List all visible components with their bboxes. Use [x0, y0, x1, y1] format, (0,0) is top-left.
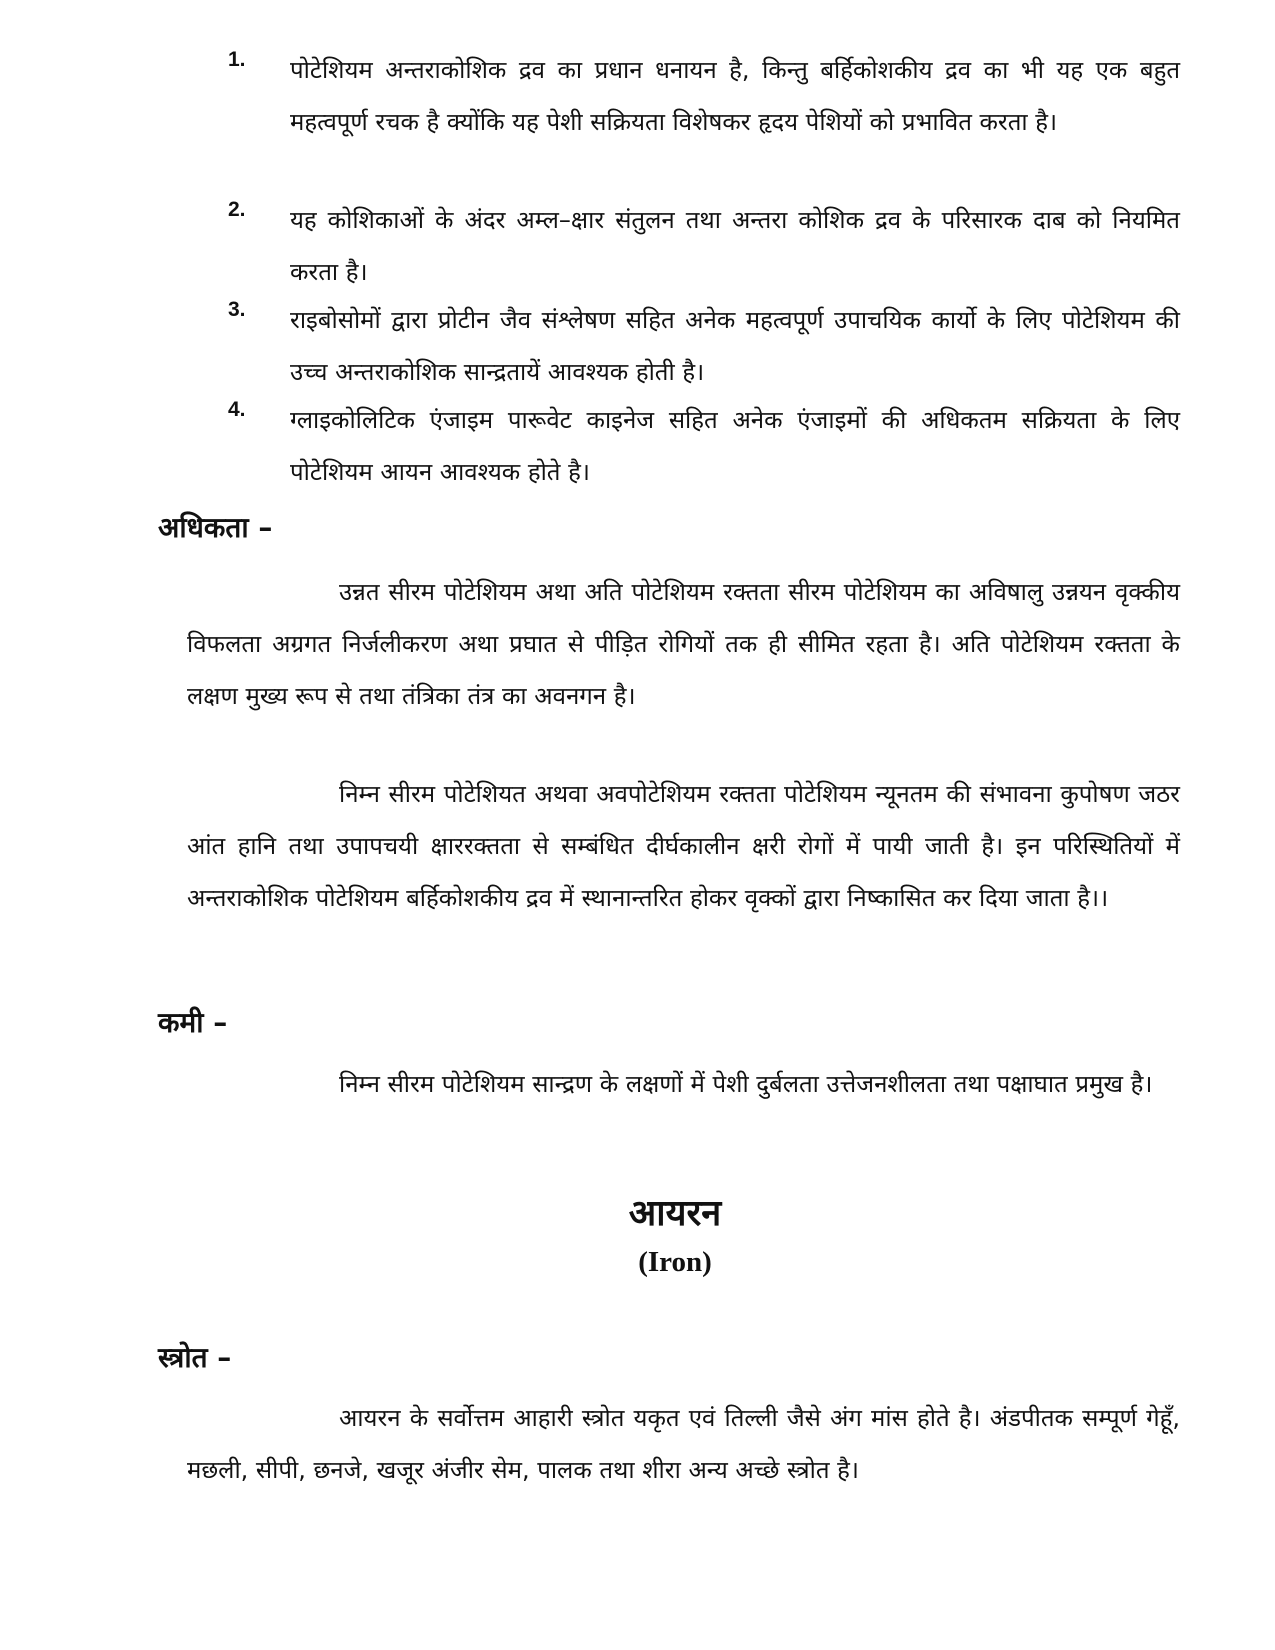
sources-paragraph: आयरन के सर्वोत्तम आहारी स्त्रोत यकृत एवं तिल्ली जैसे अंग मांस होते है। अंडपीतक सम्पूर्ण गेहूँ, मछली, सीपी, छनजे, खजूर अंजीर सेम, पालक तथा शीरा अन्य अच्छे स्त्रोत है। — [187, 1404, 1180, 1484]
iron-title-hindi: आयरन — [628, 1193, 722, 1234]
excess-paragraph-2: निम्न सीरम पोटेशियत अथवा अवपोटेशियम रक्तता पोटेशियम न्यूनतम की संभावना कुपोषण जठर आंत हानि तथा उपापचयी क्षाररक्तता से सम्बंधित दीर्घकालीन क्षरी रोगों में पायी जाती है। इन परिस्थितियों में अन्तराकोशिक पोटेशियम बर्हिकोशकीय द्रव में स्थानान्तरित होकर वृक्कों द्वारा निष्कासित कर दिया जाता है।। — [187, 780, 1180, 912]
section-heading-deficiency: कमी – — [158, 1006, 228, 1039]
section-heading-sources: स्त्रोत – — [158, 1341, 232, 1374]
list-number: 3. — [228, 298, 246, 321]
excess-paragraph-1: उन्नत सीरम पोटेशियम अथा अति पोटेशियम रक्तता सीरम पोटेशियम का अविषालु उन्नयन वृक्कीय विफलता अग्रगत निर्जलीकरण अथा प्रघात से पीड़ित रोगियों तक ही सीमित रहता है। अति पोटेशियम रक्तता के लक्षण मुख्य रूप से तथा तंत्रिका तंत्र का अवनगन है। — [187, 578, 1180, 710]
list-number: 2. — [228, 198, 246, 221]
iron-title-english: (Iron) — [638, 1246, 712, 1278]
list-item-text: पोटेशियम अन्तराकोशिक द्रव का प्रधान धनायन है, किन्तु बर्हिकोशकीय द्रव का भी यह एक बहुत महत्वपूर्ण रचक है क्योंकि यह पेशी सक्रियता विशेषकर हृदय पेशियों को प्रभावित करता है। — [290, 56, 1180, 136]
list-item-text: यह कोशिकाओं के अंदर अम्ल–क्षार संतुलन तथा अन्तरा कोशिक द्रव के परिसारक दाब को नियमित करता है। — [290, 206, 1180, 286]
deficiency-paragraph: निम्न सीरम पोटेशियम सान्द्रण के लक्षणों में पेशी दुर्बलता उत्तेजनशीलता तथा पक्षाघात प्रमुख है। — [339, 1070, 1153, 1098]
list-number: 1. — [228, 48, 246, 71]
list-item-text: ग्लाइकोलिटिक एंजाइम पारूवेट काइनेज सहित अनेक एंजाइमों की अधिकतम सक्रियता के लिए पोटेशियम आयन आवश्यक होते है। — [290, 406, 1180, 486]
list-number: 4. — [228, 398, 246, 421]
list-item-text: राइबोसोमों द्वारा प्रोटीन जैव संश्लेषण सहित अनेक महत्वपूर्ण उपाचयिक कार्यो के लिए पोटेशियम की उच्च अन्तराकोशिक सान्द्रतायें आवश्यक होती है। — [290, 306, 1180, 386]
section-heading-excess: अधिकता – — [158, 511, 273, 544]
